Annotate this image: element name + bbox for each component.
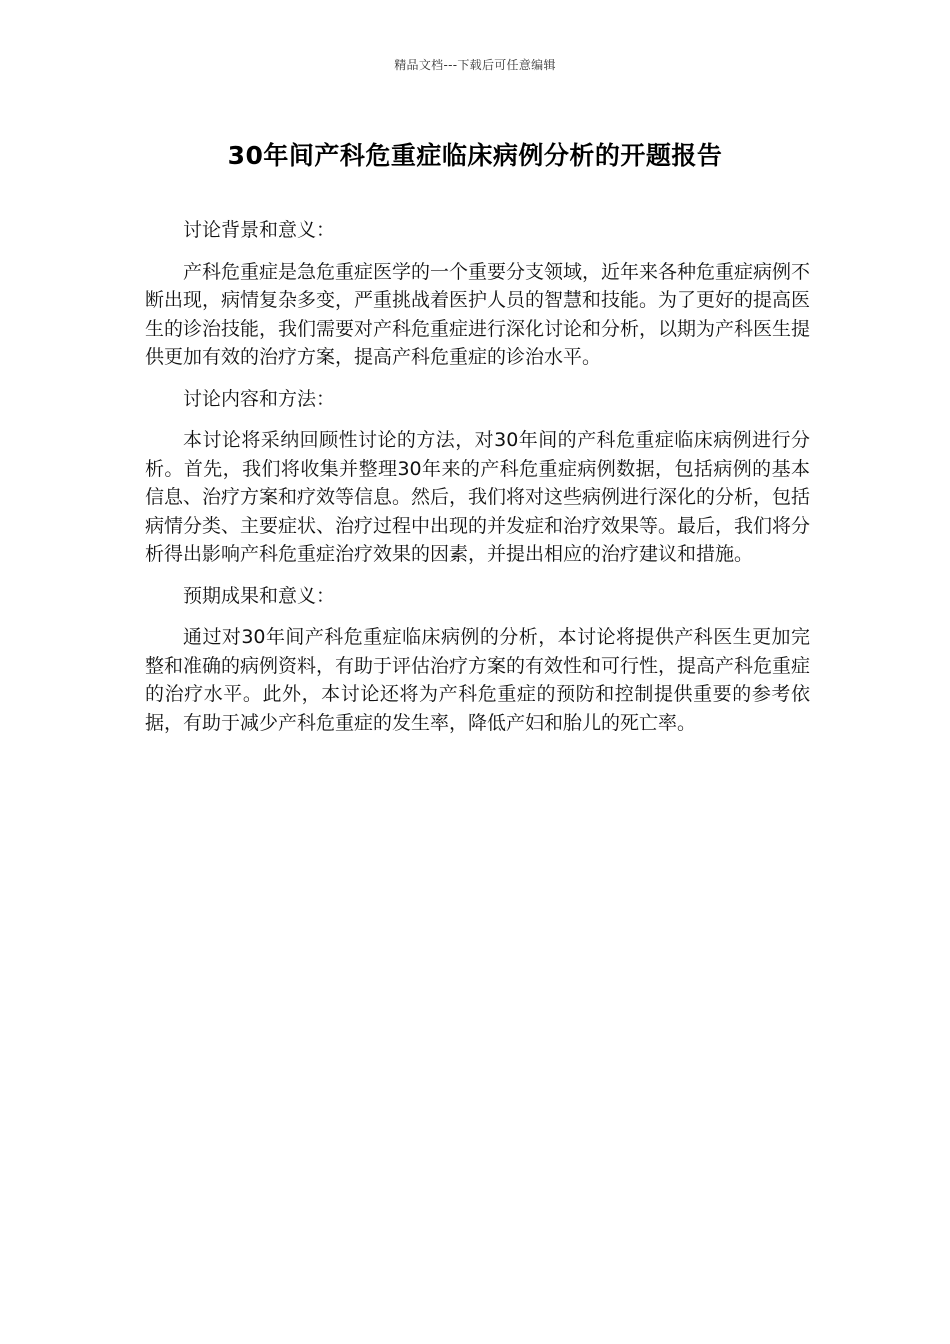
paragraph-background: 产科危重症是急危重症医学的一个重要分支领域，近年来各种危重症病例不断出现，病情复杂多变，严重挑战着医护人员的智慧和技能。为了更好的提高医生的诊治技能，我们需要对产科危重症进行深化讨论和分析，以期为产科医生提供更加有效的治疗方案，提高产科危重症的诊治水平。 xyxy=(145,260,811,368)
section-heading-background: 讨论背景和意义： xyxy=(183,219,336,241)
document-body xyxy=(145,216,810,750)
section-heading-methods: 讨论内容和方法： xyxy=(183,387,336,410)
paragraph-outcomes: 通过对30年间产科危重症临床病例的分析，本讨论将提供产科医生更加完整和准确的病例资料，有助于评估治疗方案的有效性和可行性，提高产科危重症的治疗水平。此外，本讨论还将为产科危重症的预防和控制提供重要的参考依据，有助于减少产科危重症的发生率，降低产妇和胎儿的死亡率。 xyxy=(145,626,811,734)
paragraph-methods: 本讨论将采纳回顾性讨论的方法，对30年间的产科危重症临床病例进行分析。首先，我们将收集并整理30年来的产科危重症病例数据，包括病例的基本信息、治疗方案和疗效等信息。然后，我们将对这些病例进行深化的分析，包括病情分类、主要症状、治疗过程中出现的并发症和治疗效果等。最后，我们将分析得出影响产科危重症治疗效果的因素，并提出相应的治疗建议和措施。 xyxy=(145,429,811,565)
document-title: 30年间产科危重症临床病例分析的开题报告 xyxy=(227,141,723,170)
header-note: 精品文档---下载后可任意编辑 xyxy=(394,58,556,72)
section-heading-outcomes: 预期成果和意义： xyxy=(183,584,336,607)
